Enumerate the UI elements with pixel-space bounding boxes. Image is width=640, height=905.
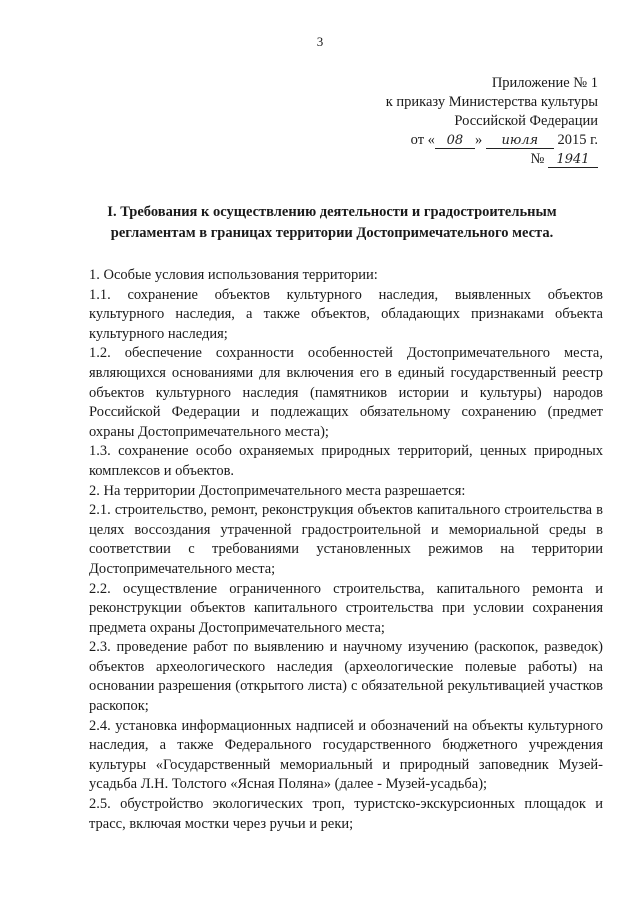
date-mid: » xyxy=(474,132,483,148)
appendix-header xyxy=(386,74,598,169)
appendix-order-ref: к приказу Министерства культуры xyxy=(385,94,598,110)
page-number: 3 xyxy=(316,34,324,49)
appendix-federation: Российской Федерации xyxy=(454,113,598,129)
number-handwritten: 1941 xyxy=(548,152,598,168)
appendix-number xyxy=(386,150,598,169)
number-prefix: № xyxy=(530,151,545,167)
date-day-handwritten: 08 xyxy=(435,133,475,149)
paragraph: 2.5. обустройство экологических троп, туристско-экскурсионных площадок и трасс, включая мостки через ручьи и реки; xyxy=(89,796,603,832)
paragraph: 2.2. осуществление ограниченного строительства, капитального ремонта и реконструкции объектов капитального строительства при условии сохранения предмета охраны Достопримечательного места; xyxy=(89,580,603,636)
paragraph: 2.1. строительство, ремонт, реконструкция объектов капитального строительства в целях воссоздания утраченной градостроительной и мемориальной среды в соответствии с требованиями установленных режимов на территории Достопримечательного места; xyxy=(89,502,603,577)
appendix-date xyxy=(386,131,598,150)
paragraph: 2.3. проведение работ по выявлению и научному изучению (раскопок, разведок) объектов археологического наследия (археологические полевые работы) на основании разрешения (открытого листа) с обязательной рекультивацией участков раскопок; xyxy=(89,639,603,715)
date-month-handwritten: июля xyxy=(486,133,554,149)
paragraph: 1.3. сохранение особо охраняемых природных территорий, ценных природных комплексов и объектов. xyxy=(89,443,603,479)
date-year: 2015 г. xyxy=(557,132,598,148)
section-heading: I. Требования к осуществлению деятельности и градостроительным регламентам в границах территории Достопримечательного места. xyxy=(107,204,557,241)
appendix-title: Приложение № 1 xyxy=(491,75,598,91)
document-body xyxy=(89,266,603,834)
paragraph: 1.2. обеспечение сохранности особенностей Достопримечательного места, являющихся основаниями для включения его в единый государственный реестр объектов культурного наследия (памятников истории и культуры) народов Российской Федерации и подлежащих обязательному сохранению (предмет охраны Достопримечательного места); xyxy=(89,345,603,440)
paragraph: 2.4. установка информационных надписей и обозначений на объекты культурного наследия, а также Федерального государственного бюджетного учреждения культуры «Государственный мемориальный и природный заповедник Музей-усадьба Л.Н. Толстого «Ясная Поляна» (далее - Музей-усадьба); xyxy=(89,717,603,793)
paragraph: 1. Особые условия использования территории: xyxy=(89,267,378,283)
paragraph: 1.1. сохранение объектов культурного наследия, выявленных объектов культурного наследия, а также объектов, обладающих признаками объекта культурного наследия; xyxy=(89,286,603,342)
paragraph: 2. На территории Достопримечательного места разрешается: xyxy=(89,482,466,499)
date-prefix: от « xyxy=(410,132,435,148)
